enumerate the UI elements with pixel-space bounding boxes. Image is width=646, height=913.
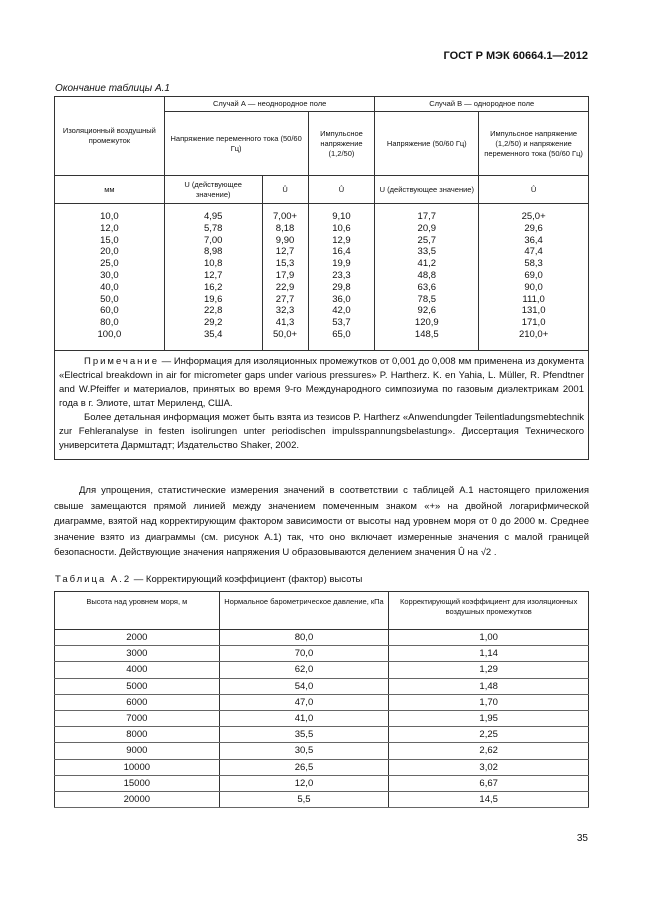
table2-cell: 6,67 — [389, 775, 589, 791]
table1-cell: 17,7 — [417, 211, 437, 222]
a-uhat-values — [262, 204, 308, 351]
t2-h-pressure: Нормальное барометрическое давление, кПа — [219, 592, 389, 630]
table2-cell: 26,5 — [219, 759, 389, 775]
table2-cell: 80,0 — [219, 630, 389, 646]
table1-cell: 36,0 — [332, 293, 351, 305]
table2-cell: 3,02 — [389, 759, 589, 775]
table1-cell: 120,9 — [414, 317, 439, 329]
table1-cell: 22,8 — [203, 305, 223, 317]
col-gap-header: Изоляционный воздушный промежуток — [55, 97, 165, 176]
table1-cell: 90,0 — [524, 281, 543, 293]
table2-cell: 2,62 — [389, 743, 589, 759]
table-row — [55, 743, 589, 759]
table1-cell: 5,78 — [203, 222, 223, 234]
table2-cell: 41,0 — [219, 711, 389, 727]
table-row — [55, 646, 589, 662]
table1-cell: 148,5 — [414, 328, 439, 340]
table2-cell: 1,29 — [389, 662, 589, 678]
table2-caption-text: — Корректирующий коэффициент (фактор) высоты — [131, 574, 363, 585]
table2-cell: 15000 — [55, 775, 220, 791]
table1-cell: 25,0+ — [521, 211, 546, 222]
table1-cell: 65,0 — [332, 328, 351, 340]
case-b-header: Случай В — однородное поле — [375, 97, 589, 112]
table1-cell: 48,8 — [417, 269, 437, 281]
table2-cell: 7000 — [55, 711, 220, 727]
table1-cell: 78,5 — [417, 293, 437, 305]
table1-cell: 27,7 — [275, 293, 295, 305]
table1-cell: 19,6 — [203, 293, 223, 305]
b-uhat-values — [479, 204, 589, 351]
b-u-hat: Û — [479, 176, 589, 204]
gap-values — [55, 204, 165, 351]
table2-cell: 70,0 — [219, 646, 389, 662]
table1-cell: 20,0 — [100, 246, 119, 258]
b-ac-header: Напряжение (50/60 Гц) — [375, 112, 479, 176]
table1-cell: 40,0 — [100, 281, 119, 293]
a-u-hat: Û — [262, 176, 308, 204]
table1-cell: 69,0 — [524, 269, 543, 281]
table1-cell: 36,4 — [524, 234, 543, 246]
table1-cell: 111,0 — [522, 293, 545, 305]
page-number: 35 — [576, 833, 588, 844]
b-imp-header: Импульсное напряжение (1,2/50) и напряжение переменного тока (50/60 Гц) — [479, 112, 589, 176]
table1-cell: 10,6 — [332, 222, 351, 234]
table2-cell: 2,25 — [389, 727, 589, 743]
b-u-eff: U (действующее значение) — [375, 176, 479, 204]
table1-cell: 131,0 — [521, 305, 546, 317]
table1-cell: 29,8 — [332, 281, 351, 293]
table-row — [55, 678, 589, 694]
table1-cell: 15,3 — [275, 258, 295, 270]
table2-cell: 1,70 — [389, 694, 589, 710]
b-ueff-values — [375, 204, 479, 351]
a-imp-header: Импульсное напряжение (1,2/50) — [308, 112, 375, 176]
table2-cell: 1,95 — [389, 711, 589, 727]
table2-cell: 10000 — [55, 759, 220, 775]
table1-cell: 29,6 — [524, 222, 543, 234]
table1-cell: 15,0 — [100, 234, 119, 246]
table2-cell: 2000 — [55, 630, 220, 646]
table1-cell: 4,95 — [203, 211, 223, 222]
table2-caption — [55, 574, 362, 585]
table1-cell: 25,7 — [417, 234, 437, 246]
table2-cell: 8000 — [55, 727, 220, 743]
table-a2 — [54, 591, 589, 808]
table1-cell: 22,9 — [275, 281, 295, 293]
table1-cell: 47,4 — [524, 246, 543, 258]
t2-h-factor: Корректирующий коэффициент для изоляционных воздушных промежутков — [389, 592, 589, 630]
a-u-eff: U (действующее значение) — [164, 176, 262, 204]
table1-cell: 12,7 — [275, 246, 295, 258]
table1-cell: 25,0 — [100, 258, 119, 270]
table2-cell: 9000 — [55, 743, 220, 759]
table2-cell: 6000 — [55, 694, 220, 710]
paragraph-text: Для упрощения, статистические измерения значений в соответствии с таблицей А.1 настоящего приложения свыше замещаются прямой линией между значением помеченным знаком «+» на двойной логарифмической диаграмме, взятой над корректирующим фактором зависимости от высоты над уровнем моря от 0 до 2000 м. Среднее значение взято из диаграммы (см. рисунок А.1) так, что оно включает измеренные значения с малой границей безопасности. Действующие значения напряжения U образовываются делением значения Û на √2 . — [54, 485, 589, 558]
table1-cell: 41,2 — [417, 258, 437, 270]
table1-cell: 29,2 — [203, 317, 223, 329]
table1-cell: 35,4 — [203, 328, 223, 340]
table2-cell: 54,0 — [219, 678, 389, 694]
document-header: ГОСТ Р МЭК 60664.1—2012 — [443, 50, 588, 62]
table-row — [55, 759, 589, 775]
table1-cell: 16,2 — [203, 281, 223, 293]
table2-cell: 14,5 — [389, 792, 589, 808]
table1-cell: 42,0 — [332, 305, 351, 317]
a-ueff-values — [164, 204, 262, 351]
table1-cell: 9,90 — [275, 234, 295, 246]
table1-cell: 32,3 — [275, 305, 295, 317]
table1-cell: 30,0 — [100, 269, 119, 281]
case-a-header: Случай А — неоднородное поле — [164, 97, 375, 112]
table1-cell: 10,0 — [100, 211, 119, 222]
table2-cell: 1,00 — [389, 630, 589, 646]
table-row — [55, 792, 589, 808]
table-row — [55, 727, 589, 743]
table1-cell: 53,7 — [332, 317, 351, 329]
table1-cell: 12,9 — [332, 234, 351, 246]
table2-cell: 1,14 — [389, 646, 589, 662]
table2-cell: 5000 — [55, 678, 220, 694]
table1-note — [55, 351, 589, 460]
table1-cell: 58,3 — [524, 258, 543, 270]
table1-cell: 210,0+ — [518, 328, 549, 340]
a-imp-u-hat: Û — [308, 176, 375, 204]
table1-cell: 12,0 — [100, 222, 119, 234]
table2-cell: 1,48 — [389, 678, 589, 694]
table-row — [55, 711, 589, 727]
table1-cell: 20,9 — [417, 222, 437, 234]
note-text-1: — Информация для изоляционных промежутков от 0,001 до 0,008 мм применена из документа «Electrical breakdown in air for micrometer gaps under various pressures» P. Hartherz. K. en Yahia, L. Müller, R. Pfendtner and W.Pfeiffer и материалов, принятых во время 9-го Международного симпозиума по газовым диэлектрикам 2001 года в г. Элиоте, штат Мериленд, США. — [59, 356, 584, 409]
table2-cell: 4000 — [55, 662, 220, 678]
table1-cell: 19,9 — [332, 258, 351, 270]
table1-cell: 60,0 — [100, 305, 119, 317]
table1-cell: 100,0 — [97, 328, 122, 340]
table1-cell: 41,3 — [275, 317, 295, 329]
a-ac-header: Напряжение переменного тока (50/60 Гц) — [164, 112, 308, 176]
table1-cell: 171,0 — [521, 317, 546, 329]
body-paragraph — [54, 483, 589, 561]
table-row — [55, 694, 589, 710]
table1-cell: 7,00 — [203, 234, 223, 246]
table2-cell: 62,0 — [219, 662, 389, 678]
table1-cell: 16,4 — [332, 246, 351, 258]
table1-cell: 7,00+ — [273, 211, 298, 222]
unit-mm: мм — [55, 176, 165, 204]
table2-cell: 35,5 — [219, 727, 389, 743]
table1-cell: 17,9 — [275, 269, 295, 281]
a-imp-values — [308, 204, 375, 351]
table-row — [55, 775, 589, 791]
table1-cell: 10,8 — [203, 258, 223, 270]
table1-cell: 92,6 — [417, 305, 437, 317]
table-row — [55, 630, 589, 646]
table1-cell: 12,7 — [203, 269, 223, 281]
table1-cell: 9,10 — [332, 211, 351, 222]
table1-cell: 33,5 — [417, 246, 437, 258]
t2-h-altitude: Высота над уровнем моря, м — [55, 592, 220, 630]
table1-cell: 50,0 — [100, 293, 119, 305]
table2-cell: 20000 — [55, 792, 220, 808]
table2-cell: 47,0 — [219, 694, 389, 710]
table2-cell: 5,5 — [219, 792, 389, 808]
table1-cell: 23,3 — [332, 269, 351, 281]
table1-cell: 8,98 — [203, 246, 223, 258]
table-a1 — [54, 96, 589, 460]
table1-cell: 50,0+ — [273, 328, 298, 340]
table2-cell: 3000 — [55, 646, 220, 662]
table-row — [55, 662, 589, 678]
table1-cell: 63,6 — [417, 281, 437, 293]
note-text-2: Более детальная информация может быть взята из тезисов P. Hartherz «Anwendungder Teilentladungsmebtechnik zur Fehleranalyse in festen isolirungen unter periodischen impulsspannungsbelastung». Диссертация Технического университета Дармштадт; Издательство Shaker, 2002. — [59, 412, 584, 451]
table2-cell: 12,0 — [219, 775, 389, 791]
note-label: Примечание — [84, 356, 159, 367]
table1-cell: 8,18 — [275, 222, 295, 234]
table2-cell: 30,5 — [219, 743, 389, 759]
table1-caption: Окончание таблицы А.1 — [55, 83, 170, 94]
table2-caption-label: Таблица А.2 — [55, 574, 132, 585]
table1-cell: 80,0 — [100, 317, 119, 329]
